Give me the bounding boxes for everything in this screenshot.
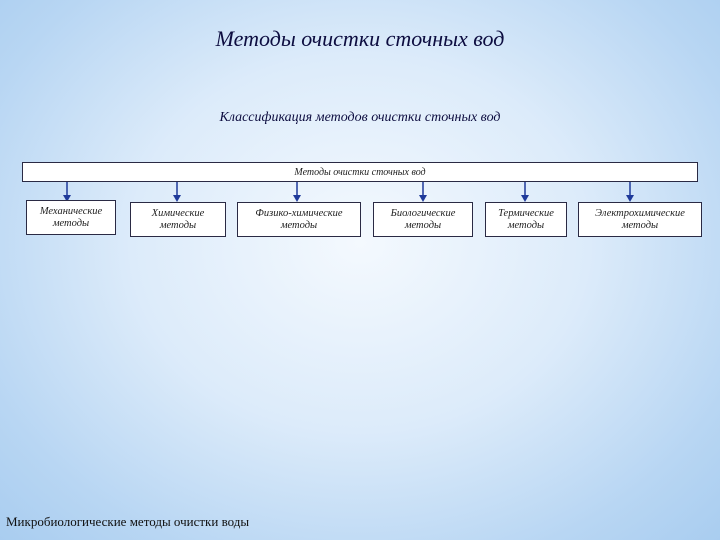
arrow-1: [63, 182, 71, 202]
arrow-2: [173, 182, 181, 202]
slide-subtitle: Классификация методов очистки сточных вод: [219, 110, 501, 125]
arrow-5: [521, 182, 529, 202]
slide-footer: Микробиологические методы очистки воды: [6, 514, 250, 529]
node-electrochemical: Электрохимические методы: [578, 202, 702, 237]
node-chemical: Химические методы: [130, 202, 226, 237]
arrow-4: [419, 182, 427, 202]
root-node: Методы очистки сточных вод: [22, 162, 698, 182]
node-physico-chemical: Физико-химические методы: [237, 202, 361, 237]
arrow-6: [626, 182, 634, 202]
node-biological: Биологические методы: [373, 202, 473, 237]
node-thermal: Термические методы: [485, 202, 567, 237]
arrow-3: [293, 182, 301, 202]
slide-title: Методы очистки сточных вод: [215, 26, 505, 51]
node-mechanical: Механические методы: [26, 200, 116, 235]
